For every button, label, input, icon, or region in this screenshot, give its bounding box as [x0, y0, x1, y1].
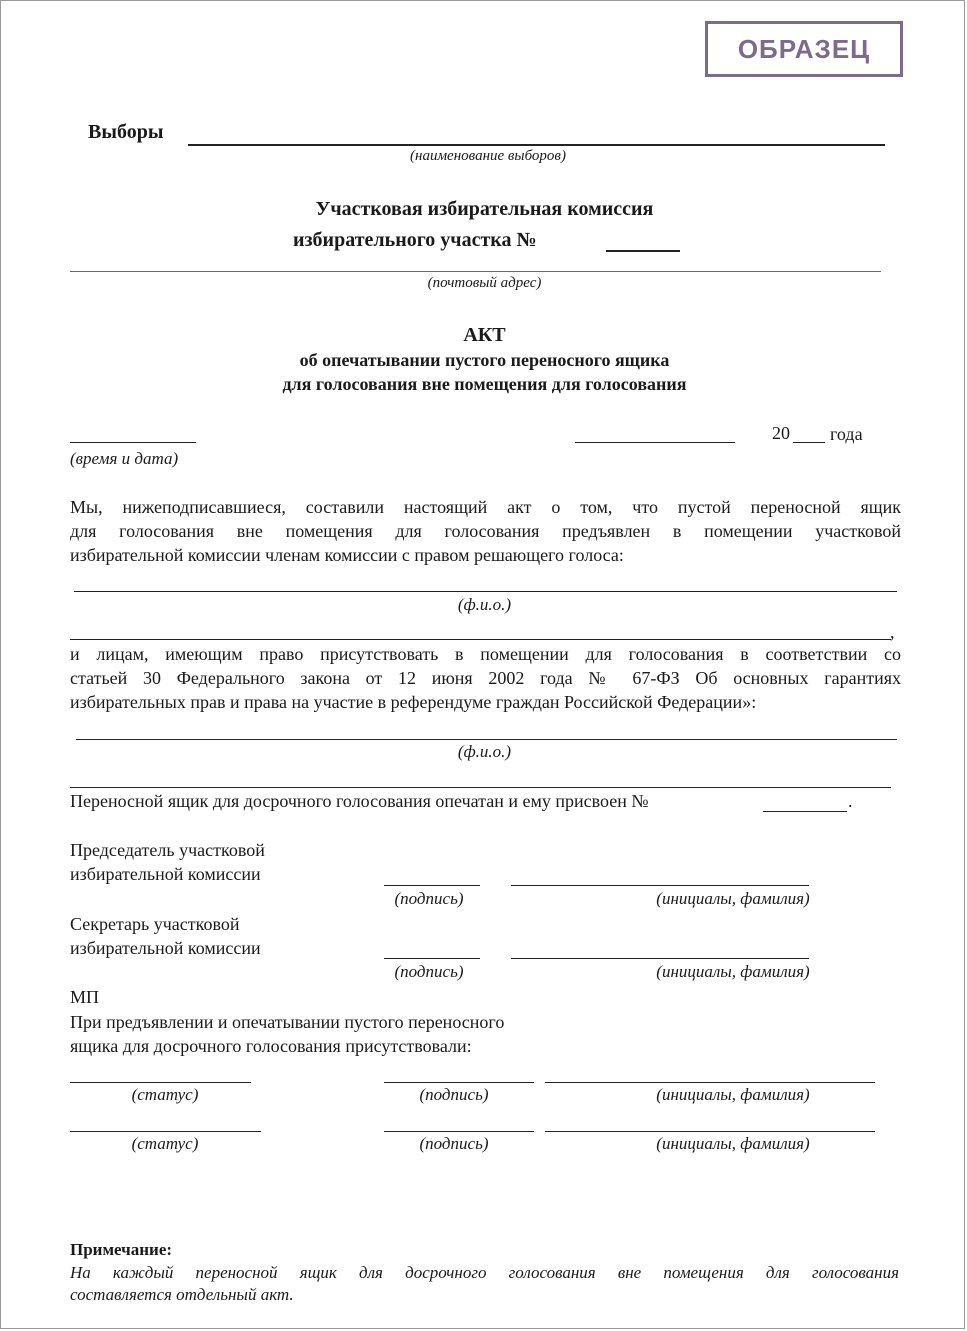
witness1-signature-caption: (подпись): [419, 1085, 489, 1104]
address-caption: (почтовый адрес): [427, 275, 542, 291]
time-date-caption: (время и дата): [70, 449, 179, 468]
chair-label-line1: Председатель участковой: [70, 840, 265, 860]
paragraph1-line2: для голосования вне помещения для голосования предъявлен в помещении участковой: [70, 521, 901, 541]
observers-fio-caption: (ф.и.о.): [457, 742, 512, 761]
elections-label: Выборы: [88, 121, 164, 143]
comma: ,: [890, 622, 895, 642]
observers-fio-line: [76, 739, 897, 740]
commission-title-line2: избирательного участка №: [293, 229, 537, 251]
present-label-line2: ящика для досрочного голосования присутствовали:: [70, 1036, 472, 1056]
note-title: Примечание:: [70, 1240, 173, 1259]
note-line2: составляется отдельный акт.: [70, 1285, 294, 1304]
witness2-status-line: [70, 1131, 261, 1132]
members-fio-line: [74, 591, 897, 592]
act-subtitle-line2: для голосования вне помещения для голосования: [282, 374, 687, 394]
seal-place-label: МП: [70, 987, 100, 1007]
paragraph1-line3: избирательной комиссии членам комиссии с правом решающего голоса:: [70, 545, 624, 565]
address-line: [70, 271, 881, 272]
witness2-signature-line: [384, 1131, 534, 1132]
witness2-status-caption: (статус): [131, 1134, 199, 1153]
year-line: [793, 442, 825, 443]
paragraph2-line1: и лицам, имеющим право присутствовать в помещении для голосования в соответствии со: [70, 644, 901, 664]
sealed-end: .: [848, 791, 853, 811]
act-title: АКТ: [463, 324, 506, 346]
secretary-signature-caption: (подпись): [394, 962, 464, 981]
secretary-initials-caption: (инициалы, фамилия): [656, 962, 810, 981]
chair-signature-line: [384, 885, 480, 886]
present-label-line1: При предъявлении и опечатывании пустого переносного: [70, 1012, 505, 1032]
members-fio-caption: (ф.и.о.): [457, 595, 512, 614]
year-prefix: 20: [772, 423, 790, 443]
elections-caption: (наименование выборов): [410, 148, 566, 164]
witness1-initials-caption: (инициалы, фамилия): [656, 1085, 810, 1104]
observers-fio-line-2: [70, 787, 891, 788]
note-line1: На каждый переносной ящик для досрочного голосования вне помещения для голосования: [70, 1263, 899, 1282]
chair-initials-caption: (инициалы, фамилия): [656, 889, 810, 908]
box-number-line: [763, 811, 847, 812]
secretary-initials-line: [511, 958, 809, 959]
secretary-label-line1: Секретарь участковой: [70, 914, 240, 934]
year-suffix: года: [830, 424, 863, 444]
time-line: [70, 442, 196, 443]
date-line: [575, 442, 735, 443]
witness1-status-caption: (статус): [131, 1085, 199, 1104]
sample-stamp: ОБРАЗЕЦ: [705, 21, 903, 77]
witness2-initials-line: [545, 1131, 875, 1132]
commission-title-line1: Участковая избирательная комиссия: [315, 198, 654, 220]
witness2-initials-caption: (инициалы, фамилия): [656, 1134, 810, 1153]
precinct-number-line: [606, 250, 680, 252]
secretary-label-line2: избирательной комиссии: [70, 938, 261, 958]
paragraph1-line1: Мы, нижеподписавшиеся, составили настоящий акт о том, что пустой переносной ящик: [70, 497, 901, 517]
chair-initials-line: [511, 885, 809, 886]
chair-signature-caption: (подпись): [394, 889, 464, 908]
paragraph2-line3: избирательных прав и права на участие в референдуме граждан Российской Федерации»:: [70, 692, 757, 712]
witness1-initials-line: [545, 1082, 875, 1083]
paragraph2-line2: статьей 30 Федерального закона от 12 июня 2002 года № 67-ФЗ Об основных гарантиях: [70, 668, 901, 688]
witness2-signature-caption: (подпись): [419, 1134, 489, 1153]
chair-label-line2: избирательной комиссии: [70, 864, 261, 884]
act-subtitle-line1: об опечатывании пустого переносного ящика: [299, 350, 670, 370]
members-fio-line-2: [70, 639, 891, 640]
witness1-status-line: [70, 1082, 251, 1083]
elections-name-line: [188, 144, 885, 146]
sealed-statement: Переносной ящик для досрочного голосования опечатан и ему присвоен №: [70, 791, 649, 811]
secretary-signature-line: [384, 958, 480, 959]
witness1-signature-line: [384, 1082, 534, 1083]
